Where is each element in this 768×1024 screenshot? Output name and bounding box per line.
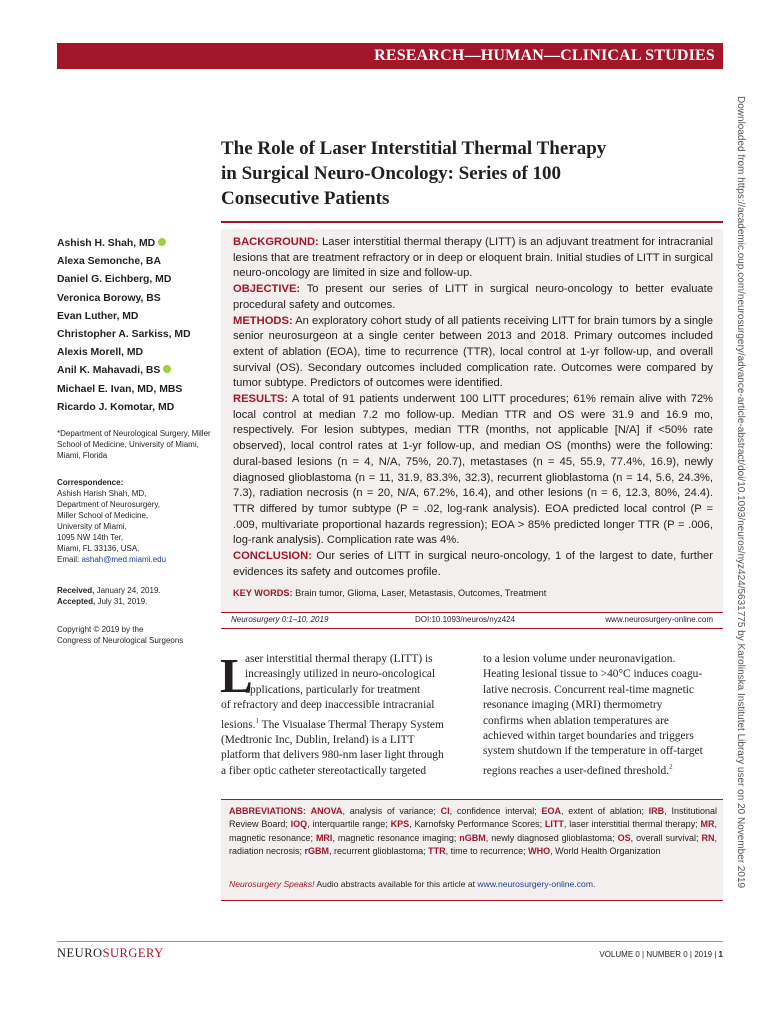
drop-cap: L [220,648,253,703]
abstract-background: BACKGROUND: Laser interstitial thermal therapy (LITT) is an adjuvant treatment for intracranial lesions that are treatment refractory or in deep or eloquent brain. Initial studies of LITT in surgical neuro-oncology are limited in size and follow-up. [233,236,713,280]
page-info: VOLUME 0 | NUMBER 0 | 2019 | 1 [599,950,723,959]
author: Alexa Semonche, BA [57,256,161,268]
author: Alexis Morell, MD [57,347,144,359]
page-number: 1 [718,950,723,959]
abbreviations: ABBREVIATIONS: ANOVA, analysis of variance; CI, confidence interval; EOA, extent of ablation; IRB, Institutional Review Board; IOQ, interquartile range; KPS, Karnofsky Performance Scores; LITT, laser interstitial thermal therapy; MR, magnetic resonance; MRI, magnetic resonance imaging; nGBM, newly diagnosed glioblastoma; OS, overall survival; RN, radiation necrosis; rGBM, recurrent glioblastoma; TTR, time to recurrence; WHO, World Health Organization [229,806,718,857]
abstract-methods: METHODS: An exploratory cohort study of all patients receiving LITT for brain tumors by a single senior neurosurgeon at a single center between 2013 and 2018. Primary outcomes included extent of ablation (EOA), time to recurrence (TTR), local control at 1-yr follow-up, and overall survival (OS). Secondary outcomes included complication rate. Outcomes were compared by tumor subtype. Predictors of outcomes were identified. [233,314,713,390]
email-link[interactable]: ashah@med.miami.edu [81,555,167,564]
title-line: in Surgical Neuro-Oncology: Series of 100 [221,163,562,184]
website-link[interactable]: www.neurosurgery-online.com [477,879,593,889]
abstract-conclusion: CONCLUSION: Our series of LITT in surgical neuro-oncology, 1 of the largest to date, further evidences its safety and outcomes profile. [233,550,713,578]
abstract-results: RESULTS: A total of 91 patients underwent 100 LITT procedures; 61% remain alive with 72% local control at median 7.2 mo follow-up. Median TTR and OS were 31.9 and 16.9 mo, respectively. For lesion subtypes, median TTR (months, not applicable [N/A] if <50% rate observed), local control rates at 1-yr follow-up, and median OS (months) were the following: dural-based lesions (n = 4, N/A, 75%, 20.7), metastases (n = 45, 55.9, 77.4%, 16.9), newly diagnosed glioblastoma (n = 11, 31.9, 83.3%, 32.3), recurrent glioblastoma (n = 14, 5.6, 24.3%, 7.3), radiation necrosis (n = 20, N/A, 67.2%, 16.4), and other lesions (n = 6, 12.3, 80%, 24.4). TTR differed by tumor subtype (P = .02, log-rank analysis). EOA predicted local control (P = .009, multivariate proportional hazards regression); EOA > 85% predicted longer TTR (P = .006, log-rank analysis). Complication rate was 4%. [233,393,713,547]
citation-rule [221,612,723,613]
title-divider [221,221,723,223]
author: Christopher A. Sarkiss, MD [57,329,191,341]
section-banner [57,43,723,69]
footer-rule [57,941,723,942]
author-list [57,235,217,417]
reference-link[interactable]: 1 [255,716,259,725]
citation-rule [221,628,723,629]
author: Ricardo J. Komotar, MD [57,401,175,413]
article-title [221,136,701,211]
correspondence: Correspondence: Ashish Harish Shah, MD, Department of Neurosurgery, Miller School of Medicine, University of Miami, 1095 NW 14th Ter, Miami, FL 33136, USA. Email: ashah@med.miami.edu [57,478,167,564]
title-line: Consecutive Patients [221,188,390,209]
body-column-1: aser interstitial thermal therapy (LITT) is increasingly utilized in neuro-oncological applications, particularly for treatment of refractory and deep inaccessible intracranial lesions.$^1$ The Visualase Thermal Therapy System (Medtronic Inc, Dublin, Ireland) is a LITT platform that delivers 980-nm laser light through a fiber optic catheter stereotactically targeted [221,653,444,777]
reference-link[interactable]: 2 [669,762,673,771]
copyright: Copyright © 2019 by the Congress of Neurological Surgeons [57,625,184,645]
affiliation: *Department of Neurological Surgery, Miller School of Medicine, University of Miami, Miami, Florida [57,429,211,460]
author: Michael E. Ivan, MD, MBS [57,383,183,395]
audio-abstract-note: Neurosurgery Speaks! Audio abstracts available for this article at www.neurosurgery-online.com. [229,879,596,889]
author: Daniel G. Eichberg, MD [57,274,172,286]
author: Anil K. Mahavadi, BS [57,362,217,380]
abstract-objective: OBJECTIVE: To present our series of LITT in surgical neuro-oncology to better evaluate procedural safety and outcomes. [233,283,713,311]
title-line: The Role of Laser Interstitial Thermal Therapy [221,138,607,159]
abstract [233,235,713,580]
doi-link[interactable]: DOI:10.1093/neuros/nyz424 [415,615,516,624]
keywords: KEY WORDS: Brain tumor, Glioma, Laser, Metastasis, Outcomes, Treatment [233,588,547,598]
orcid-icon[interactable] [163,365,171,373]
author: Evan Luther, MD [57,310,139,322]
journal-logo: NEUROSURGERY [57,946,164,960]
body-column-2: to a lesion volume under neuronavigation. Heating lesional tissue to >40°C induces coagu- lative necrosis. Concurrent real-time magnetic resonance imaging (MRI) thermometry confirms when ablation temperatures are achieved within target boundaries and triggers system shutdown if the temperature in off-target regions reaches a user-defined threshold.$^2$ [483,653,703,777]
article-dates: Received, January 24, 2019. Accepted, July 31, 2019. [57,586,161,606]
download-note: Downloaded from https://academic.oup.com/neurosurgery/advance-article-abstract/doi/10.1093/neuros/nyz424/5631775 by Karolinska Institutet Library user on 20 November 2019 [735,96,746,889]
author: Veronica Borowy, BS [57,292,161,304]
author: Ashish H. Shah, MD [57,235,217,253]
orcid-icon[interactable] [158,238,166,246]
website-link[interactable]: www.neurosurgery-online.com [605,615,713,624]
section-label: RESEARCH—HUMAN—CLINICAL STUDIES [374,47,715,64]
